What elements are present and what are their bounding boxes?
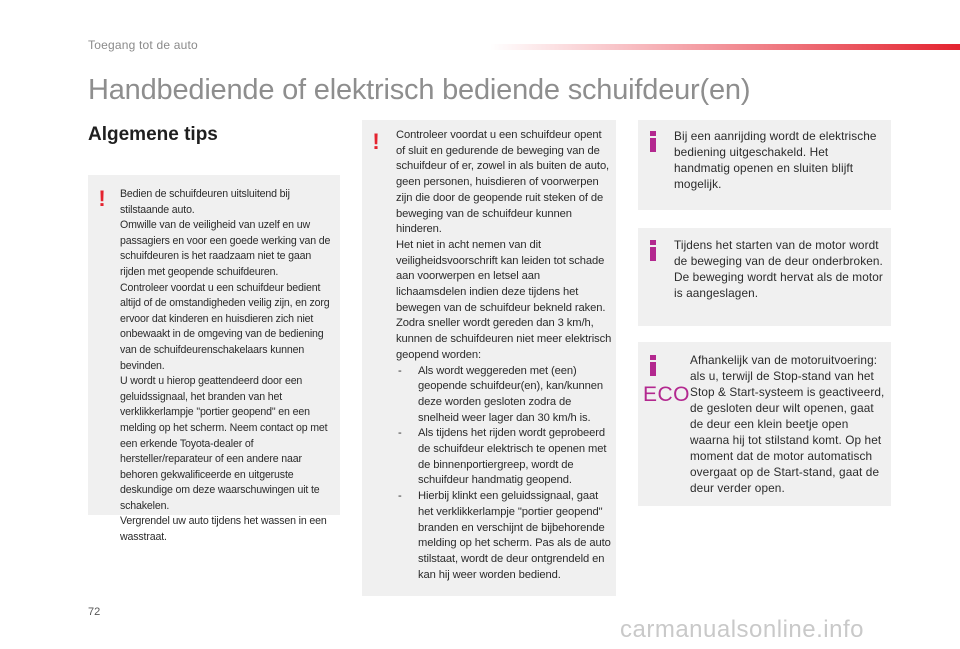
warning-exclamation-icon: ! bbox=[372, 129, 380, 154]
page-number: 72 bbox=[88, 606, 101, 618]
paragraph: Omwille van de veiligheid van uzelf en uw passagiers en voor een goede werking van de schuifdeuren is het raadzaam niet te gaan rijden met geopende schuifdeuren. bbox=[120, 219, 331, 278]
paragraph: Controleer voordat u een schuifdeur bedient altijd of de omstandigheden veilig zijn, en zorg ervoor dat kinderen en huisdieren zich niet onbewaakt in de omgeving van de bediening van de schuifdeurenschakelaars kunnen bevinden. bbox=[120, 281, 330, 372]
eco-icon: ECO bbox=[643, 383, 691, 406]
warning-box-general-text bbox=[120, 187, 336, 546]
info-icon bbox=[648, 355, 658, 377]
info-box-engine-start-text: Tijdens het starten van de motor wordt de beweging van de deur onderbroken. De beweging wordt hervat als de motor is aangeslagen. bbox=[674, 238, 883, 300]
warning-exclamation-icon: ! bbox=[98, 186, 106, 211]
list-item: - Als wordt weggereden met (een) geopende schuifdeur(en), kan/kunnen deze worden gesloten zodra de snelheid weer lager dan 30 km/h is. bbox=[396, 364, 612, 427]
paragraph: Vergrendel uw auto tijdens het wassen in een wasstraat. bbox=[120, 515, 327, 544]
info-icon bbox=[648, 240, 658, 262]
list-item: - Als tijdens het rijden wordt geprobeerd de schuifdeur elektrisch te openen met de binnenportiergreep, wordt de schuifdeur handmatig geopend. bbox=[396, 426, 612, 489]
paragraph: Zodra sneller wordt gereden dan 3 km/h, kunnen de schuifdeuren niet meer elektrisch geopend worden: bbox=[396, 317, 612, 361]
paragraph: Bedien de schuifdeuren uitsluitend bij stilstaande auto. bbox=[120, 188, 290, 216]
paragraph: Het niet in acht nemen van dit veiligheidsvoorschrift kan leiden tot schade aan voorwerpen en letsel aan lichaamsdelen indien deze tijdens het bewegen van de schuifdeur bekneld raken. bbox=[396, 238, 606, 314]
paragraph: Controleer voordat u een schuifdeur opent of sluit en gedurende de beweging van de schuifdeur of er, zowel in als buiten de auto, geen personen, huisdieren of voorwerpen zijn die door de geopende ruit steken of de beweging van de schuifdeur kunnen hinderen. bbox=[396, 129, 610, 236]
watermark: carmanualsonline.info bbox=[620, 616, 864, 643]
warning-box-operation-text bbox=[396, 128, 612, 583]
header-accent-bar bbox=[490, 44, 960, 50]
speed-conditions-list bbox=[396, 364, 612, 584]
list-item: - Hierbij klinkt een geluidssignaal, gaat het verklikkerlampje "portier geopend" branden en verschijnt de bijbehorende melding op het scherm. Pas als de auto stilstaat, wordt de deur ontgrendeld en kan hij weer worden bediend. bbox=[396, 489, 612, 583]
info-box-stop-start-text: Afhankelijk van de motoruitvoering: als u, terwijl de Stop-stand van het Stop & Start-systeem is geactiveerd, de gesloten deur wilt openen, gaat de deur een klein beetje open waarna hij tot stilstand komt. Op het moment dat de motor automatisch overgaat op de Start-stand, gaat de deur verder open. bbox=[690, 353, 885, 495]
info-icon bbox=[648, 131, 658, 153]
paragraph: U wordt u hierop geattendeerd door een geluidssignaal, het branden van het verklikkerlampje "portier geopend" en een melding op het scherm. Neem contact op met een erkende Toyota-dealer of hersteller/reparateur of een andere naar behoren gekwalificeerde en uitgeruste deskundige om deze waarschuwingen uit te schakelen. bbox=[120, 375, 328, 512]
info-box-collision-text: Bij een aanrijding wordt de elektrische bediening uitgeschakeld. Het handmatig openen en sluiten blijft mogelijk. bbox=[674, 129, 877, 191]
page-title: Handbediende of elektrisch bediende schuifdeur(en) bbox=[88, 74, 751, 106]
section-label: Toegang tot de auto bbox=[88, 38, 198, 52]
section-subheading: Algemene tips bbox=[88, 124, 218, 145]
